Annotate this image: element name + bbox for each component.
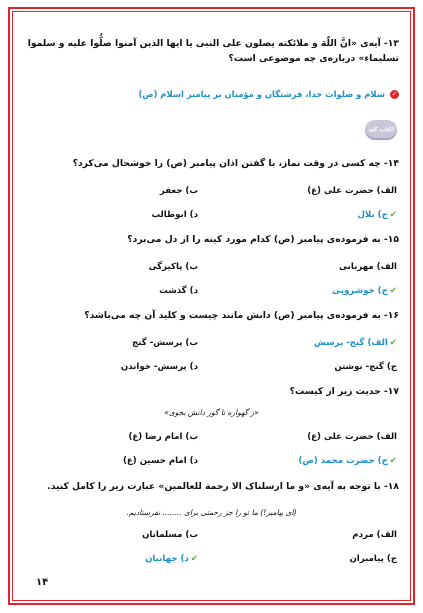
q17-option-d: د) امام حسین (ع) bbox=[122, 456, 198, 466]
check-icon: ✔ bbox=[389, 456, 397, 466]
check-icon: ✔ bbox=[190, 554, 198, 564]
check-icon: ✔ bbox=[389, 338, 397, 348]
answer-marker-icon: ✓ bbox=[391, 90, 398, 98]
q18-option-a: الف) مردم bbox=[352, 530, 397, 540]
q16-options-row-1 bbox=[20, 338, 403, 352]
q16-option-a-correct bbox=[314, 338, 397, 348]
question-15: ۱۵- به فرموده‌ی پیامبر (ص) کدام مورد کینه را از دل می‌برد؟ bbox=[127, 234, 399, 245]
q15-options-row-1 bbox=[20, 262, 403, 276]
q15-option-c-correct bbox=[332, 286, 397, 296]
q15-options-row-2 bbox=[20, 286, 403, 300]
q16-option-a-label: الف) گنج- پرسش bbox=[314, 338, 388, 348]
q18-option-c: ج) پیامبران bbox=[349, 554, 397, 564]
q17-option-c-label: ج) حضرت محمد (ص) bbox=[298, 456, 388, 466]
q16-option-b: ب) پرسش- گنج bbox=[132, 338, 198, 348]
q16-option-c: ج) گنج- نوشتن bbox=[334, 362, 397, 372]
q18-option-b: ب) مسلمانان bbox=[142, 530, 198, 540]
q18-option-d-correct bbox=[145, 554, 198, 564]
q14-option-a: الف) حضرت علی (ع) bbox=[307, 186, 397, 196]
answer-13-text: سلام و صلوات خدا، فرشتگان و مؤمنان بر پیامبر اسلام (ص) bbox=[138, 89, 385, 99]
q17-options-row-1 bbox=[20, 432, 403, 446]
q15-option-a: الف) مهربانی bbox=[338, 262, 397, 272]
q15-option-c-label: ج) خوشرویی bbox=[332, 286, 388, 296]
question-16: ۱۶- به فرموده‌ی پیامبر (ص) دانش مانند چیست و کلید آن چه می‌باشد؟ bbox=[84, 310, 399, 321]
question-18: ۱۸- با توجه به آیه‌ی «و ما ارسلناک الا رحمة للعالمین» عبارت زیر را کامل کنید. bbox=[47, 481, 399, 492]
question-13: ۱۳- آیه‌ی «انَّ اللّهَ و ملائکته یصلون علی النبی یا ایها الذین آمنوا صلُّوا علیه و سلموا تسلیماء» درباره‌ی چه موضوعی است؟ bbox=[27, 38, 399, 64]
question-14: ۱۴- چه کسی در وقت نماز، با گفتن اذان پیامبر (ص) را خوشحال می‌کرد؟ bbox=[72, 158, 399, 169]
check-icon: ✔ bbox=[389, 286, 397, 296]
q14-option-d: د) ابوطالب bbox=[151, 210, 198, 220]
q14-option-b: ب) جعفر bbox=[159, 186, 198, 196]
hadith-quote: «ز گهواره تا گور دانش بجوی» bbox=[164, 408, 259, 417]
q18-option-d-label: د) جهانیان bbox=[145, 554, 189, 564]
answer-13 bbox=[138, 89, 399, 99]
q17-option-a: الف) حضرت علی (ع) bbox=[307, 432, 397, 442]
q17-option-b: ب) امام رضا (ع) bbox=[128, 432, 198, 442]
q14-option-c-label: ج) بلال bbox=[357, 210, 388, 220]
worksheet-content bbox=[20, 22, 403, 592]
answer-key-badge bbox=[365, 120, 397, 140]
q18-options-row-1 bbox=[20, 530, 403, 544]
q14-options-row-1 bbox=[20, 186, 403, 200]
question-17: ۱۷- حدیث زیر از کیست؟ bbox=[289, 386, 399, 397]
q14-options-row-2 bbox=[20, 210, 403, 224]
q16-option-d: د) پرسش- خواندن bbox=[120, 362, 198, 372]
page-number: ۱۴ bbox=[36, 577, 49, 588]
q15-option-d: د) گذشت bbox=[159, 286, 198, 296]
q17-option-c-correct bbox=[298, 456, 397, 466]
q15-option-b: ب) پاکیزگی bbox=[148, 262, 198, 272]
q18-options-row-2 bbox=[20, 554, 403, 568]
answer-key-badge-label: الکتاب کلید bbox=[368, 127, 394, 133]
q16-options-row-2 bbox=[20, 362, 403, 376]
q14-option-c-correct bbox=[357, 210, 397, 220]
check-icon: ✔ bbox=[389, 210, 397, 220]
fill-blank-sentence: (ای پیامبر!) ما تو را جز رحمتی برای ........ نفرستادیم. bbox=[126, 508, 297, 517]
q17-options-row-2 bbox=[20, 456, 403, 470]
